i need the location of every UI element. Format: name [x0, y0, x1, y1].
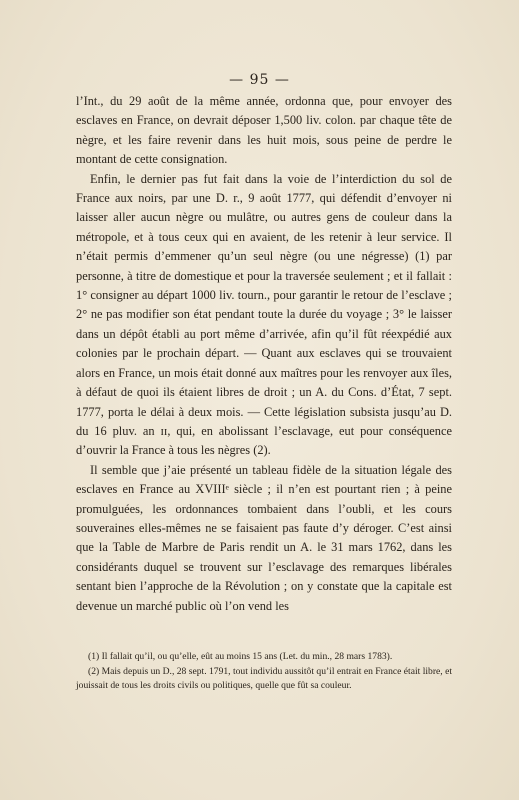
- paragraph-2: Enfin, le dernier pas fut fait dans la voie de l’interdiction du sol de France aux noirs, par une D. r., 9 août 1777, qui défendit d’envoyer ni laisser aller aucun nègre ou mulâtre, ou autres gens de couleur dans la métropole, et à tous ceux qui en avaient, de les retenir à leur service. Il n’était permis d’emmener qu’un seul nègre (ou une négresse) (1) par personne, à titre de domestique et pour la traversée seulement ; et il fallait : 1° consigner au départ 1000 liv. tourn., pour garantir le retour de l’esclave ; 2° ne pas modifier son état pendant toute la durée du voyage ; 3° le laisser dans un dépôt établi au port même d’arrivée, afin qu’il fût réexpédié aux colonies par le prochain départ. — Quant aux esclaves qui se trouvaient alors en France, un mois était donné aux maîtres pour les renvoyer aux îles, à défaut de quoi ils étaient libres de droit ; un A. du Cons. d’État, 7 sept. 1777, porta le délai à deux mois. — Cette législation subsista jusqu’au D. du 16 pluv. an ɪɪ, qui, en abolissant l’esclavage, eut pour conséquence d’ouvrir la France à tous les nègres (2).: [76, 171, 452, 458]
- body-text: [76, 92, 452, 616]
- footnote-2: (2) Mais depuis un D., 28 sept. 1791, tout individu aussitôt qu’il entrait en France était libre, et jouissait de tous les droits civils ou politiques, quelle que fût sa couleur.: [76, 665, 452, 691]
- paragraph-1: l’Int., du 29 août de la même année, ordonna que, pour envoyer des esclaves en France, on devrait déposer 1,500 liv. colon. par chaque tête de nègre, et les faire revenir dans les huit mois, sous peine de perdre le montant de cette consignation.: [76, 94, 452, 167]
- page-number: — 95 —: [229, 72, 290, 88]
- paragraph-3: Il semble que j’aie présenté un tableau fidèle de la situation légale des esclaves en France au XVIIIᵉ siècle ; il n’en est pourtant rien ; à peine promulguées, les ordonnances tombaient dans l’oubli, et les cours souveraines elles-mêmes ne se faisaient pas faute d’y déroger. C’est ainsi que la Table de Marbre de Paris rendit un A. le 31 mars 1762, dans les considérants duquel se trouvent sur l’esclavage des remarques libérales sentant bien l’approche de la Révolution ; on y constate que la capitale est devenue un marché public où l’on vend les: [76, 462, 452, 613]
- footnotes: [76, 650, 452, 694]
- footnote-1: (1) Il fallait qu’il, ou qu’elle, eût au moins 15 ans (Let. du min., 28 mars 1783).: [88, 651, 393, 662]
